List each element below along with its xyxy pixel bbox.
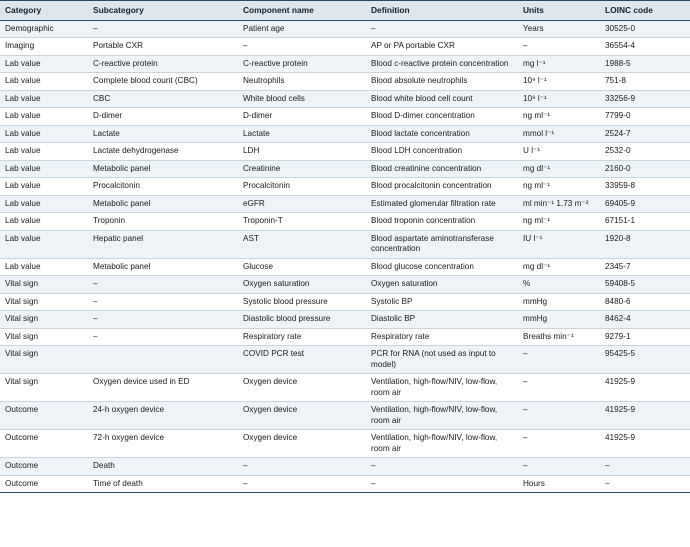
table-row	[0, 143, 690, 161]
cell-definition: Estimated glomerular filtration rate	[366, 195, 518, 213]
cell-component-name: LDH	[238, 143, 366, 161]
cell-loinc-code: 41925-9	[600, 430, 690, 458]
cell-category: Lab value	[0, 178, 88, 196]
cell-units: 10⁹ l⁻¹	[518, 73, 600, 91]
cell-units: U l⁻¹	[518, 143, 600, 161]
cell-subcategory: Death	[88, 458, 238, 476]
cell-subcategory: Metabolic panel	[88, 258, 238, 276]
cell-loinc-code: 30525-0	[600, 20, 690, 38]
column-header-category: Category	[0, 1, 88, 21]
cell-definition: Blood troponin concentration	[366, 213, 518, 231]
table-row	[0, 230, 690, 258]
cell-definition: Blood absolute neutrophils	[366, 73, 518, 91]
cell-component-name: –	[238, 475, 366, 493]
cell-subcategory: D-dimer	[88, 108, 238, 126]
column-header-subcategory: Subcategory	[88, 1, 238, 21]
cell-definition: AP or PA portable CXR	[366, 38, 518, 56]
cell-units: ng ml⁻¹	[518, 213, 600, 231]
cell-component-name: Oxygen saturation	[238, 276, 366, 294]
table-row	[0, 430, 690, 458]
table-row	[0, 258, 690, 276]
cell-units: Hours	[518, 475, 600, 493]
cell-category: Vital sign	[0, 293, 88, 311]
cell-loinc-code: 1988-5	[600, 55, 690, 73]
cell-definition: Systolic BP	[366, 293, 518, 311]
cell-subcategory: –	[88, 276, 238, 294]
cell-subcategory: Lactate	[88, 125, 238, 143]
cell-subcategory: Portable CXR	[88, 38, 238, 56]
cell-component-name: Neutrophils	[238, 73, 366, 91]
cell-category: Outcome	[0, 402, 88, 430]
column-header-component-name: Component name	[238, 1, 366, 21]
cell-category: Outcome	[0, 430, 88, 458]
cell-category: Vital sign	[0, 328, 88, 346]
cell-subcategory: –	[88, 293, 238, 311]
table-row	[0, 458, 690, 476]
cell-category: Imaging	[0, 38, 88, 56]
table-row	[0, 374, 690, 402]
cell-units: mg l⁻¹	[518, 55, 600, 73]
cell-loinc-code: 59408-5	[600, 276, 690, 294]
cell-units: %	[518, 276, 600, 294]
cell-definition: Blood lactate concentration	[366, 125, 518, 143]
cell-category: Lab value	[0, 143, 88, 161]
cell-definition: Blood creatinine concentration	[366, 160, 518, 178]
cell-component-name: eGFR	[238, 195, 366, 213]
cell-units: –	[518, 402, 600, 430]
column-header-units: Units	[518, 1, 600, 21]
cell-component-name: Creatinine	[238, 160, 366, 178]
cell-component-name: D-dimer	[238, 108, 366, 126]
cell-category: Lab value	[0, 73, 88, 91]
cell-units: –	[518, 430, 600, 458]
column-header-definition: Definition	[366, 1, 518, 21]
cell-subcategory: –	[88, 20, 238, 38]
cell-subcategory: Troponin	[88, 213, 238, 231]
table-row	[0, 276, 690, 294]
cell-category: Demographic	[0, 20, 88, 38]
table-row	[0, 90, 690, 108]
table-row	[0, 108, 690, 126]
cell-definition: PCR for RNA (not used as input to model)	[366, 346, 518, 374]
cell-subcategory: –	[88, 311, 238, 329]
cell-subcategory: Hepatic panel	[88, 230, 238, 258]
cell-category: Lab value	[0, 230, 88, 258]
cell-units: 10⁹ l⁻¹	[518, 90, 600, 108]
cell-subcategory: C-reactive protein	[88, 55, 238, 73]
cell-units: mg dl⁻¹	[518, 160, 600, 178]
cell-definition: Oxygen saturation	[366, 276, 518, 294]
cell-component-name: –	[238, 458, 366, 476]
cell-component-name: Systolic blood pressure	[238, 293, 366, 311]
cell-subcategory: Lactate dehydrogenase	[88, 143, 238, 161]
table-row	[0, 346, 690, 374]
cell-loinc-code: 2532-0	[600, 143, 690, 161]
cell-definition: Diastolic BP	[366, 311, 518, 329]
cell-category: Lab value	[0, 195, 88, 213]
cell-definition: –	[366, 475, 518, 493]
table-row	[0, 311, 690, 329]
cell-loinc-code: 36554-4	[600, 38, 690, 56]
cell-component-name: Procalcitonin	[238, 178, 366, 196]
cell-category: Vital sign	[0, 276, 88, 294]
cell-definition: Blood LDH concentration	[366, 143, 518, 161]
table-header-row	[0, 1, 690, 21]
cell-definition: Respiratory rate	[366, 328, 518, 346]
cell-loinc-code: 33959-8	[600, 178, 690, 196]
cell-component-name: COVID PCR test	[238, 346, 366, 374]
cell-definition: –	[366, 458, 518, 476]
cell-subcategory: Complete blood count (CBC)	[88, 73, 238, 91]
table-row	[0, 160, 690, 178]
table-row	[0, 213, 690, 231]
cell-loinc-code: 95425-5	[600, 346, 690, 374]
cell-loinc-code: 8480-6	[600, 293, 690, 311]
cell-subcategory: Time of death	[88, 475, 238, 493]
cell-units: –	[518, 458, 600, 476]
cell-component-name: C-reactive protein	[238, 55, 366, 73]
cell-units: ng ml⁻¹	[518, 178, 600, 196]
cell-category: Vital sign	[0, 374, 88, 402]
cell-loinc-code: 751-8	[600, 73, 690, 91]
cell-subcategory	[88, 346, 238, 374]
cell-units: Breaths min⁻¹	[518, 328, 600, 346]
cell-definition: Blood D-dimer concentration	[366, 108, 518, 126]
cell-category: Vital sign	[0, 346, 88, 374]
cell-loinc-code: 41925-9	[600, 374, 690, 402]
cell-component-name: Oxygen device	[238, 430, 366, 458]
cell-subcategory: Oxygen device used in ED	[88, 374, 238, 402]
cell-definition: Blood procalcitonin concentration	[366, 178, 518, 196]
cell-subcategory: Procalcitonin	[88, 178, 238, 196]
cell-units: Years	[518, 20, 600, 38]
cell-category: Lab value	[0, 160, 88, 178]
table-row	[0, 73, 690, 91]
table-row	[0, 38, 690, 56]
cell-loinc-code: 9279-1	[600, 328, 690, 346]
table-body	[0, 20, 690, 493]
table-row	[0, 55, 690, 73]
cell-units: –	[518, 38, 600, 56]
cell-component-name: Glucose	[238, 258, 366, 276]
table-row	[0, 402, 690, 430]
cell-subcategory: Metabolic panel	[88, 195, 238, 213]
table-row	[0, 293, 690, 311]
cell-component-name: Respiratory rate	[238, 328, 366, 346]
table-row	[0, 20, 690, 38]
cell-units: mmHg	[518, 293, 600, 311]
cell-loinc-code: 2524-7	[600, 125, 690, 143]
cell-definition: Ventilation, high-flow/NIV, low-flow, room air	[366, 402, 518, 430]
column-header-loinc-code: LOINC code	[600, 1, 690, 21]
cell-loinc-code: 7799-0	[600, 108, 690, 126]
cell-component-name: Troponin-T	[238, 213, 366, 231]
cell-subcategory: CBC	[88, 90, 238, 108]
cell-component-name: AST	[238, 230, 366, 258]
cell-subcategory: 24-h oxygen device	[88, 402, 238, 430]
cell-category: Lab value	[0, 213, 88, 231]
cell-definition: Blood glucose concentration	[366, 258, 518, 276]
cell-units: IU l⁻¹	[518, 230, 600, 258]
cell-definition: Ventilation, high-flow/NIV, low-flow, room air	[366, 430, 518, 458]
table-row	[0, 195, 690, 213]
cell-loinc-code: 69405-9	[600, 195, 690, 213]
cell-definition: Blood c-reactive protein concentration	[366, 55, 518, 73]
cell-definition: Ventilation, high-flow/NIV, low-flow, room air	[366, 374, 518, 402]
cell-units: –	[518, 346, 600, 374]
table-row	[0, 125, 690, 143]
cell-category: Lab value	[0, 90, 88, 108]
cell-component-name: –	[238, 38, 366, 56]
cell-units: mmol l⁻¹	[518, 125, 600, 143]
cell-loinc-code: –	[600, 458, 690, 476]
cell-category: Lab value	[0, 125, 88, 143]
cell-category: Outcome	[0, 475, 88, 493]
cell-loinc-code: –	[600, 475, 690, 493]
cell-loinc-code: 1920-8	[600, 230, 690, 258]
cell-definition: Blood white blood cell count	[366, 90, 518, 108]
cell-component-name: Oxygen device	[238, 374, 366, 402]
cell-subcategory: 72-h oxygen device	[88, 430, 238, 458]
cell-subcategory: –	[88, 328, 238, 346]
cell-units: mg dl⁻¹	[518, 258, 600, 276]
cell-subcategory: Metabolic panel	[88, 160, 238, 178]
cell-component-name: Oxygen device	[238, 402, 366, 430]
cell-loinc-code: 33256-9	[600, 90, 690, 108]
cell-loinc-code: 67151-1	[600, 213, 690, 231]
cell-category: Outcome	[0, 458, 88, 476]
cell-component-name: White blood cells	[238, 90, 366, 108]
cell-units: mmHg	[518, 311, 600, 329]
table-header	[0, 1, 690, 21]
cell-loinc-code: 41925-9	[600, 402, 690, 430]
cell-category: Vital sign	[0, 311, 88, 329]
cell-loinc-code: 8462-4	[600, 311, 690, 329]
cell-units: –	[518, 374, 600, 402]
cell-category: Lab value	[0, 108, 88, 126]
cell-category: Lab value	[0, 258, 88, 276]
cell-definition: –	[366, 20, 518, 38]
table-row	[0, 328, 690, 346]
cell-loinc-code: 2345-7	[600, 258, 690, 276]
cell-component-name: Patient age	[238, 20, 366, 38]
table-row	[0, 178, 690, 196]
table-row	[0, 475, 690, 493]
cell-category: Lab value	[0, 55, 88, 73]
cell-units: ml min⁻¹ 1.73 m⁻²	[518, 195, 600, 213]
cell-component-name: Diastolic blood pressure	[238, 311, 366, 329]
cell-definition: Blood aspartate aminotransferase concentration	[366, 230, 518, 258]
cell-component-name: Lactate	[238, 125, 366, 143]
cell-units: ng ml⁻¹	[518, 108, 600, 126]
cell-loinc-code: 2160-0	[600, 160, 690, 178]
